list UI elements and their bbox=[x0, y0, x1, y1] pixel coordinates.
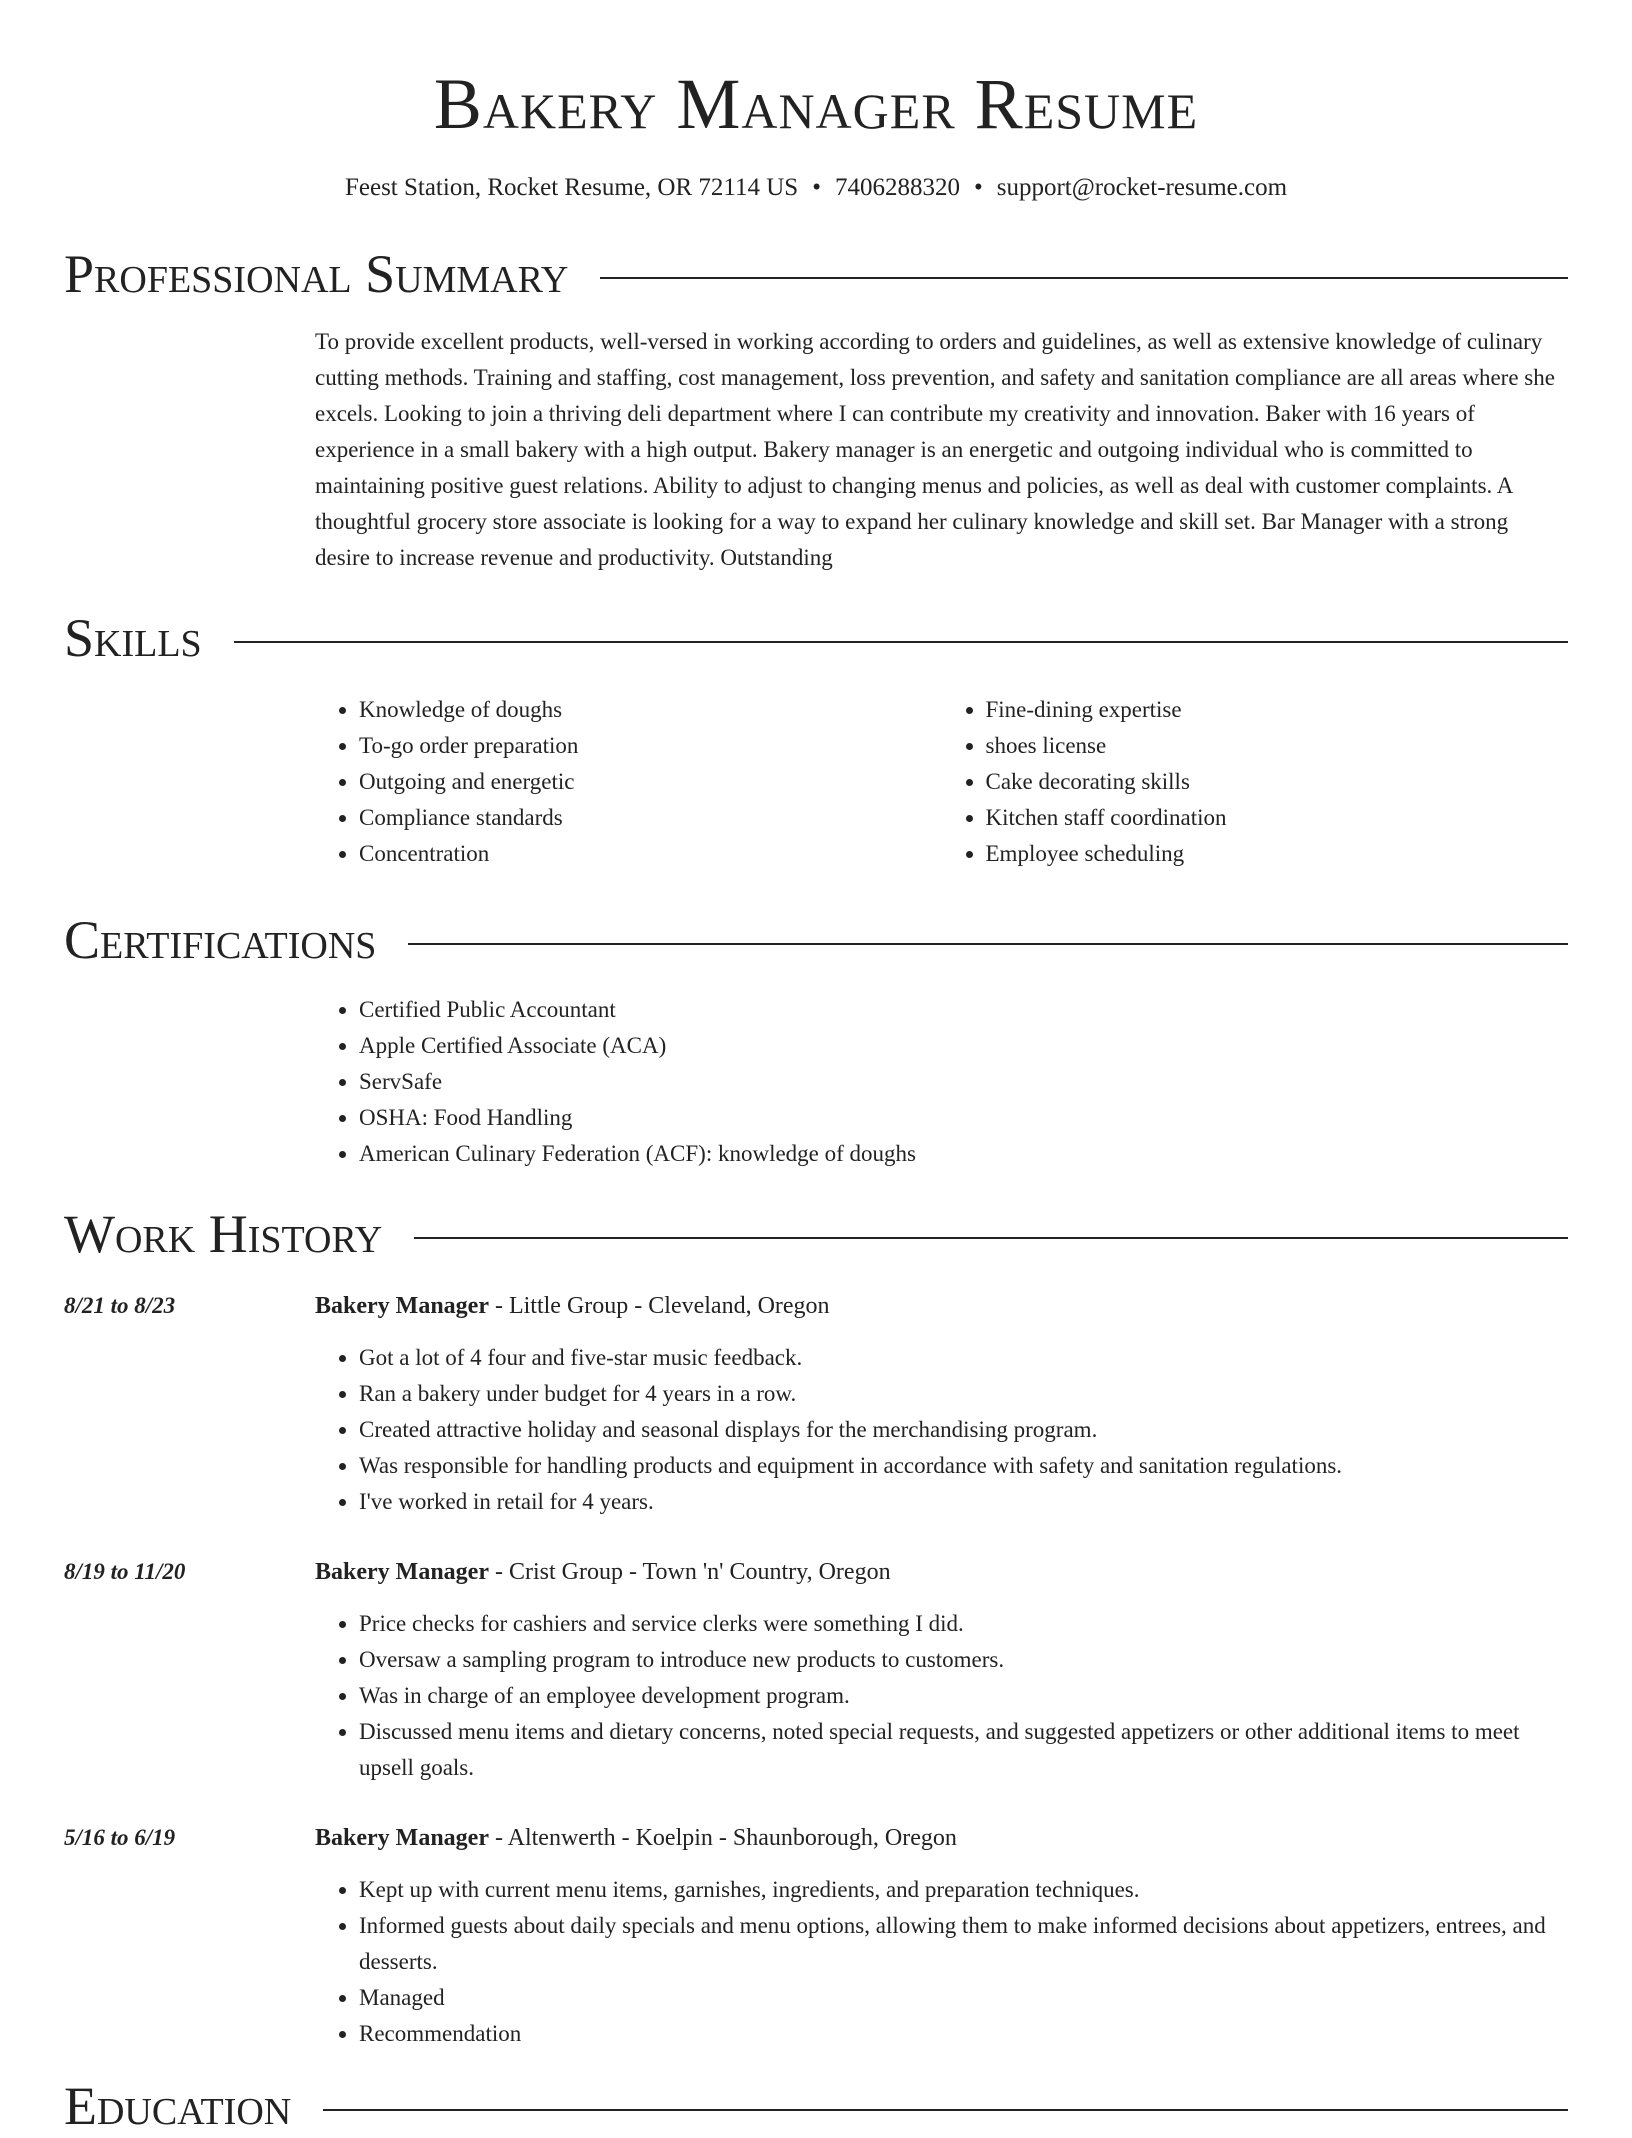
job-bullet: • Price checks for cashiers and service clerks were something I did. bbox=[359, 1606, 1568, 1642]
job-bullet: • Managed bbox=[359, 1980, 1568, 2016]
work-history-section-header bbox=[64, 1202, 1568, 1266]
section-divider bbox=[414, 1237, 1568, 1239]
job-bullets bbox=[315, 1606, 1568, 1786]
job-company-location: - Little Group - Cleveland, Oregon bbox=[488, 1293, 830, 1319]
skill-item: • Fine-dining expertise bbox=[986, 692, 1569, 728]
job-bullet: • Informed guests about daily specials and menu options, allowing them to make informed decisions about appetizers, entrees, and desserts. bbox=[359, 1908, 1568, 1980]
summary-heading: Professional Summary bbox=[64, 244, 569, 304]
job-bullet: • Got a lot of 4 four and five-star music feedback. bbox=[359, 1340, 1568, 1376]
certifications-heading: Certifications bbox=[64, 910, 377, 970]
job-entry bbox=[64, 1554, 1568, 1786]
job-title-line bbox=[315, 1820, 1568, 1856]
skill-item: • Compliance standards bbox=[359, 800, 942, 836]
job-role: Bakery Manager bbox=[315, 1559, 489, 1585]
job-bullet: • Created attractive holiday and seasonal displays for the merchandising program. bbox=[359, 1412, 1568, 1448]
skills-list-right bbox=[942, 692, 1569, 872]
job-dates: 5/16 to 6/19 bbox=[64, 1825, 176, 1850]
section-divider bbox=[323, 2109, 1568, 2111]
certification-item: • Apple Certified Associate (ACA) bbox=[359, 1028, 1568, 1064]
job-bullet: • Was responsible for handling products and equipment in accordance with safety and sanitation regulations. bbox=[359, 1448, 1568, 1484]
job-bullets bbox=[315, 1340, 1568, 1520]
job-role: Bakery Manager bbox=[315, 1825, 489, 1851]
job-details bbox=[315, 1820, 1568, 2052]
job-bullet: • Recommendation bbox=[359, 2016, 1568, 2052]
job-bullet: • Ran a bakery under budget for 4 years in a row. bbox=[359, 1376, 1568, 1412]
section-divider bbox=[234, 641, 1568, 643]
certification-item: • Certified Public Accountant bbox=[359, 992, 1568, 1028]
contact-line bbox=[64, 172, 1568, 204]
contact-address: Feest Station, Rocket Resume, OR 72114 US bbox=[344, 174, 799, 201]
job-bullet: • I've worked in retail for 4 years. bbox=[359, 1484, 1568, 1520]
skill-item: • Outgoing and energetic bbox=[359, 764, 942, 800]
skills-heading: Skills bbox=[64, 608, 202, 668]
skill-item: • Knowledge of doughs bbox=[359, 692, 942, 728]
skill-item: • Cake decorating skills bbox=[986, 764, 1569, 800]
job-bullet: • Was in charge of an employee development program. bbox=[359, 1678, 1568, 1714]
job-title-line bbox=[315, 1554, 1568, 1590]
job-bullets bbox=[315, 1872, 1568, 2052]
education-section-header bbox=[64, 2074, 1568, 2138]
section-divider bbox=[600, 277, 1568, 279]
skill-item: • To-go order preparation bbox=[359, 728, 942, 764]
certification-item: • OSHA: Food Handling bbox=[359, 1100, 1568, 1136]
resume-page bbox=[64, 0, 1568, 2138]
summary-text: To provide excellent products, well-versed in working according to orders and guidelines, as well as extensive knowledge of culinary cutting methods. Training and staffing, cost management, loss prevention, and safety and sanitation compliance are all areas where she excels. Looking to join a thriving deli department where I can contribute my creativity and innovation. Baker with 16 years of experience in a small bakery with a high output. Bakery manager is an energetic and outgoing individual who is committed to maintaining positive guest relations. Ability to adjust to changing menus and policies, as well as deal with customer complaints. A thoughtful grocery store associate is looking for a way to expand her culinary knowledge and skill set. Bar Manager with a strong desire to increase revenue and productivity. Outstanding bbox=[315, 329, 1555, 570]
section-divider bbox=[408, 943, 1568, 945]
contact-email: support@rocket-resume.com bbox=[996, 174, 1288, 201]
job-role: Bakery Manager bbox=[315, 1293, 489, 1319]
skill-item: • shoes license bbox=[986, 728, 1569, 764]
job-details bbox=[315, 1554, 1568, 1786]
education-heading: Education bbox=[64, 2076, 292, 2136]
skills-section-header bbox=[64, 606, 1568, 670]
work-history-heading: Work History bbox=[64, 1204, 383, 1264]
job-dates: 8/21 to 8/23 bbox=[64, 1293, 176, 1318]
contact-separator: • bbox=[812, 174, 821, 201]
skill-item: • Kitchen staff coordination bbox=[986, 800, 1569, 836]
job-title-line bbox=[315, 1288, 1568, 1324]
job-details bbox=[315, 1288, 1568, 1520]
skill-item: • Employee scheduling bbox=[986, 836, 1569, 872]
job-bullet: • Oversaw a sampling program to introduce new products to customers. bbox=[359, 1642, 1568, 1678]
resume-title: Bakery Manager Resume bbox=[433, 64, 1199, 144]
summary-section-header bbox=[64, 242, 1568, 306]
certifications-section-header bbox=[64, 908, 1568, 972]
skills-grid bbox=[315, 692, 1568, 872]
skills-list-left bbox=[315, 692, 942, 872]
job-company-location: - Crist Group - Town 'n' Country, Oregon bbox=[488, 1559, 891, 1585]
job-entry bbox=[64, 1820, 1568, 2052]
contact-phone: 7406288320 bbox=[834, 174, 960, 201]
job-bullet: • Discussed menu items and dietary concerns, noted special requests, and suggested appetizers or other additional items to meet upsell goals. bbox=[359, 1714, 1568, 1786]
skill-item: • Concentration bbox=[359, 836, 942, 872]
certifications-list bbox=[315, 992, 1568, 1172]
contact-separator: • bbox=[973, 174, 983, 201]
certification-item: • ServSafe bbox=[359, 1064, 1568, 1100]
certification-item: • American Culinary Federation (ACF): knowledge of doughs bbox=[359, 1136, 1568, 1172]
certifications-block bbox=[315, 992, 1568, 1172]
job-dates: 8/19 to 11/20 bbox=[64, 1559, 186, 1584]
job-entry bbox=[64, 1288, 1568, 1520]
job-company-location: - Altenwerth - Koelpin - Shaunborough, Oregon bbox=[488, 1825, 957, 1851]
job-bullet: • Kept up with current menu items, garnishes, ingredients, and preparation techniques. bbox=[359, 1872, 1568, 1908]
